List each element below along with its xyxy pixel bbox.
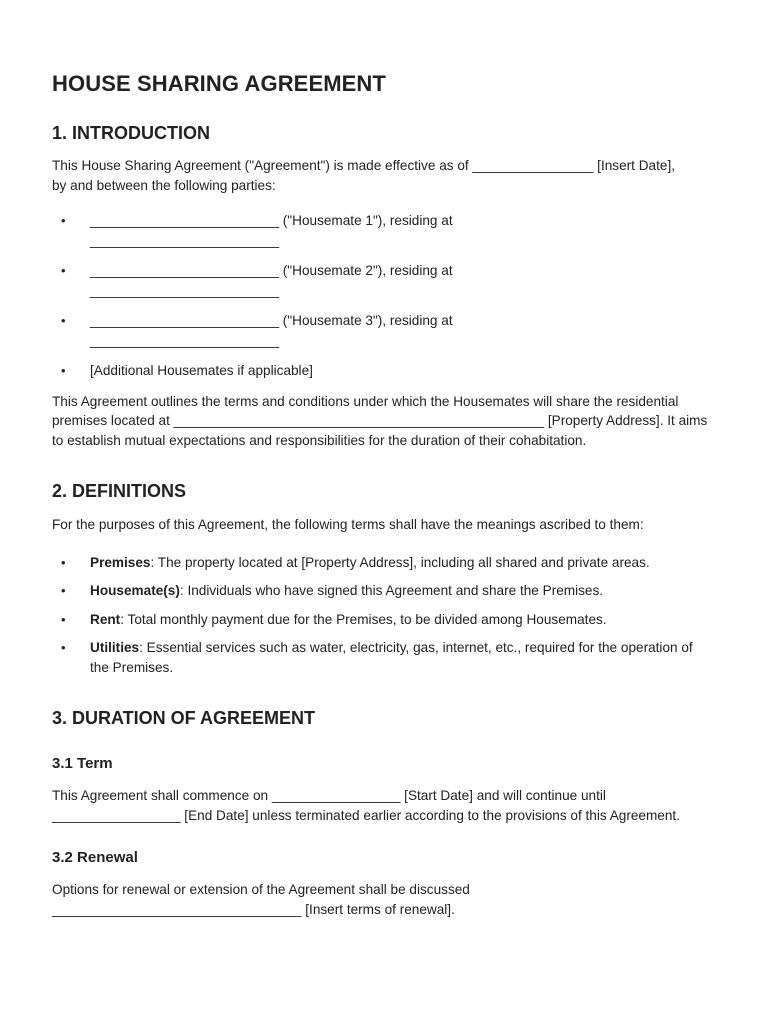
- definition-text: : Essential services such as water, electricity, gas, internet, etc., required for the operation of the Premises.: [90, 640, 693, 675]
- party-line-1: _________________________ ("Housemate 2"), residing at: [90, 263, 453, 278]
- intro-outline-paragraph: This Agreement outlines the terms and conditions under which the Housemates will share the residential premises located at _________________________________________________ [Property Address]. It aims to establish mutual expectations and responsibilities for the duration of their cohabitation.: [52, 393, 708, 448]
- definition-term: Housemate(s): [90, 583, 180, 598]
- parties-list: [52, 211, 712, 381]
- party-line-1: _________________________ ("Housemate 3"), residing at: [90, 313, 453, 328]
- bullet-icon: •: [61, 363, 66, 378]
- list-item: [52, 361, 712, 381]
- subsection-heading-term: 3.1 Term: [52, 755, 113, 772]
- section-heading-introduction: 1. INTRODUCTION: [52, 123, 211, 143]
- definition-text: : Individuals who have signed this Agreement and share the Premises.: [179, 583, 604, 598]
- definition-term: Utilities: [90, 640, 140, 655]
- term-paragraph: This Agreement shall commence on _________________ [Start Date] and will continue until _________________ [End Date] unless terminated earlier according to the provisions of this Agreement.: [52, 788, 680, 823]
- definition-text: : The property located at [Property Address], including all shared and private areas.: [150, 554, 650, 570]
- list-item: [52, 581, 712, 601]
- list-item: [52, 211, 712, 250]
- definitions-list: [52, 553, 712, 678]
- bullet-icon: •: [61, 583, 66, 598]
- section-heading-duration: 3. DURATION OF AGREEMENT: [52, 708, 316, 728]
- document-title: HOUSE SHARING AGREEMENT: [52, 71, 386, 96]
- list-item: [52, 638, 712, 677]
- intro-lead-paragraph: This House Sharing Agreement ("Agreement") is made effective as of ________________ [Insert Date], by and between the following parties:: [52, 158, 675, 193]
- bullet-icon: •: [61, 263, 66, 278]
- party-line-2: _________________________: [90, 282, 280, 298]
- document-page: [52, 70, 712, 919]
- party-line-2: _________________________: [90, 332, 280, 348]
- definition-term: Rent: [90, 611, 121, 627]
- section-heading-definitions: 2. DEFINITIONS: [52, 481, 187, 501]
- subsection-heading-renewal: 3.2 Renewal: [52, 849, 138, 866]
- bullet-icon: •: [61, 611, 66, 627]
- bullet-icon: •: [61, 554, 66, 570]
- renewal-paragraph: Options for renewal or extension of the Agreement shall be discussed _________________________________ [Insert terms of renewal].: [52, 882, 470, 917]
- list-item: [52, 261, 712, 300]
- additional-housemates: [Additional Housemates if applicable]: [90, 363, 313, 378]
- list-item: [52, 311, 712, 350]
- definition-text: : Total monthly payment due for the Premises, to be divided among Housemates.: [120, 611, 607, 627]
- list-item: [52, 553, 712, 573]
- list-item: [52, 610, 712, 630]
- bullet-icon: •: [61, 313, 66, 328]
- definition-term: Premises: [90, 554, 151, 570]
- bullet-icon: •: [61, 213, 66, 228]
- bullet-icon: •: [61, 640, 66, 655]
- party-line-1: _________________________ ("Housemate 1"), residing at: [90, 213, 453, 228]
- definitions-lead-paragraph: For the purposes of this Agreement, the following terms shall have the meanings ascribed to them:: [52, 517, 644, 532]
- party-line-2: _________________________: [90, 232, 280, 248]
